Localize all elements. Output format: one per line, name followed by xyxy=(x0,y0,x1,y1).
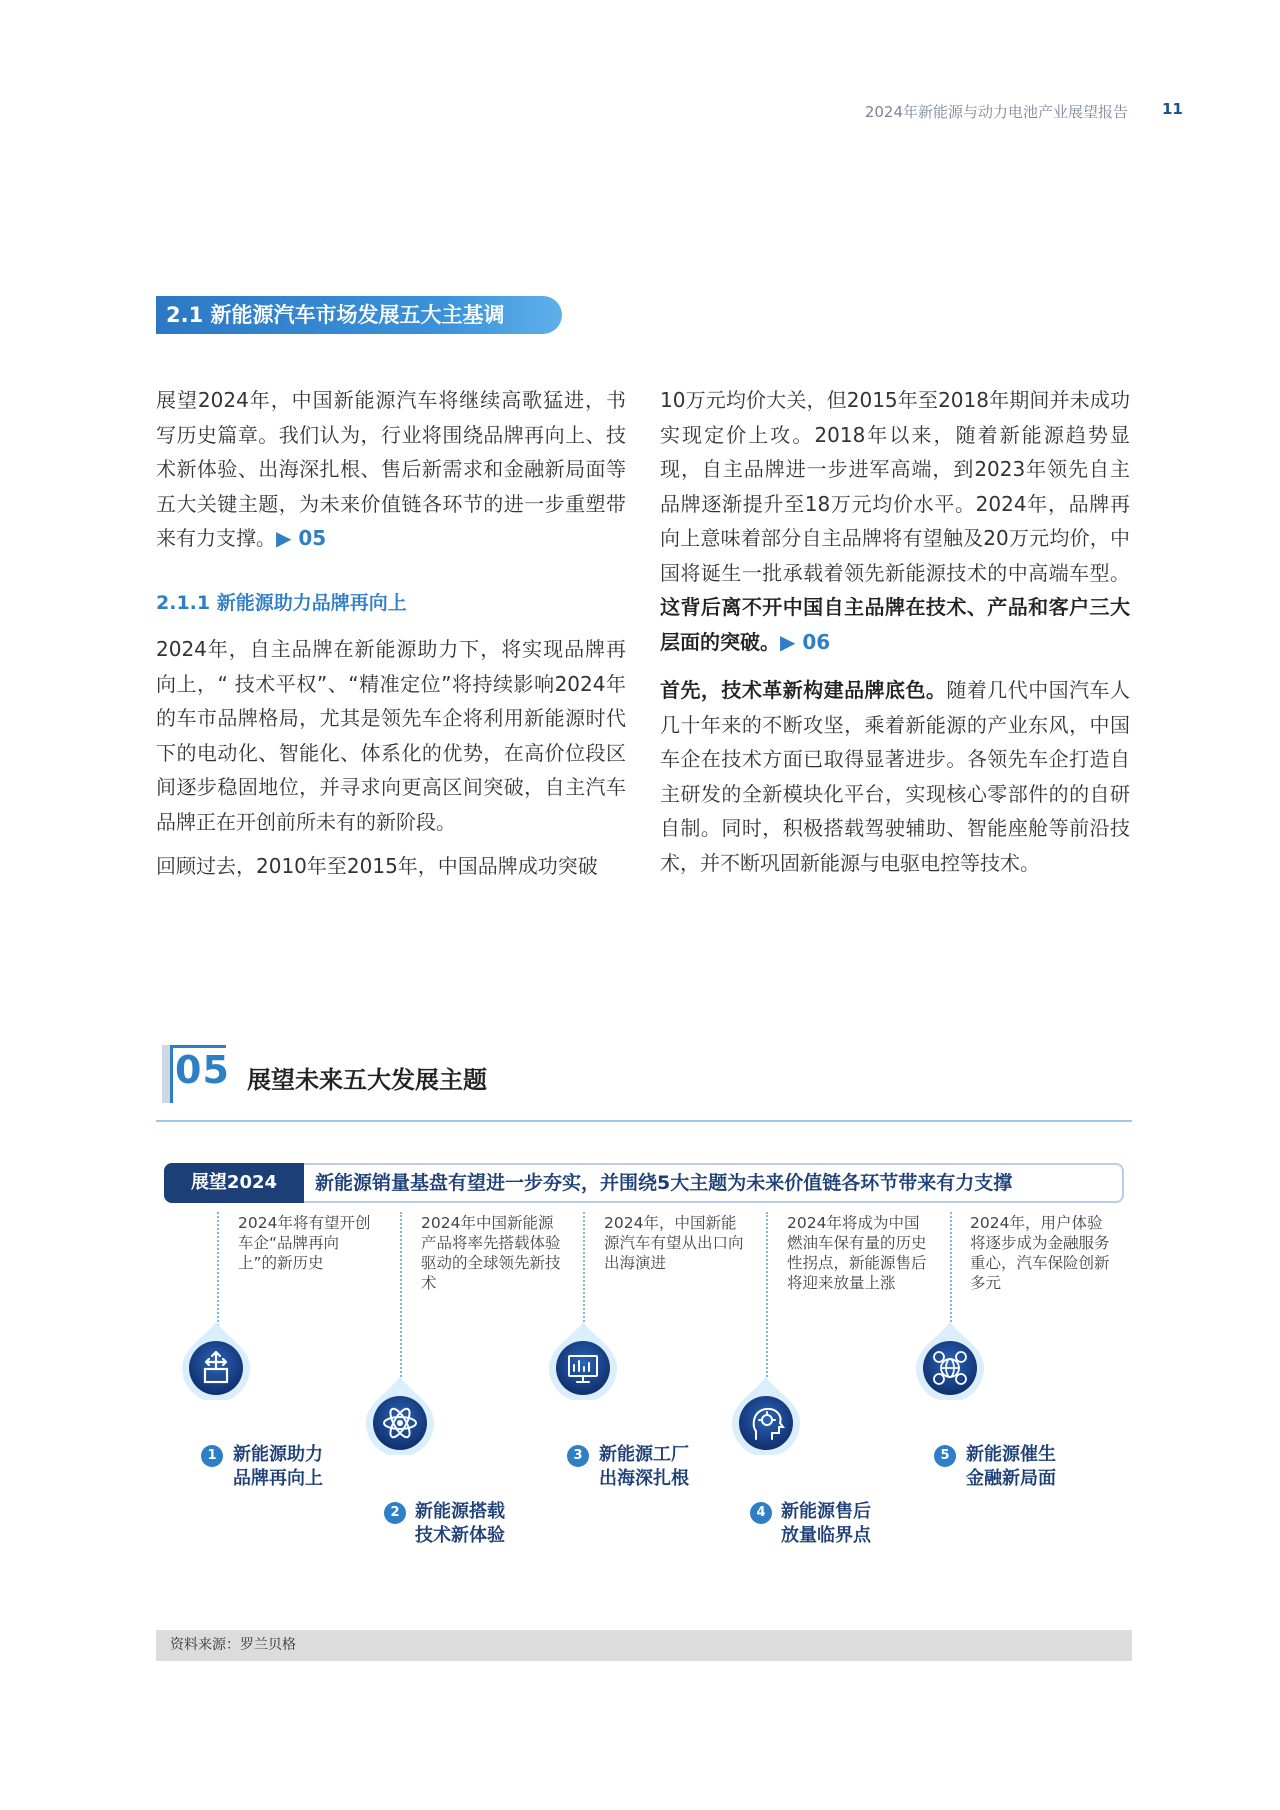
theme-3-description: 2024年，中国新能源汽车有望从出口向出海演进 xyxy=(604,1214,744,1272)
theme-3-label-line2: 出海深扎根 xyxy=(599,1468,689,1489)
theme-5-connector xyxy=(950,1212,952,1330)
figure-number: 05 xyxy=(175,1048,230,1092)
theme-5-label-line2: 金融新局面 xyxy=(966,1468,1056,1489)
theme-5-label xyxy=(966,1443,1056,1491)
theme-1-badge: 1 xyxy=(201,1445,223,1467)
figure-ref-05[interactable]: ▶ 05 xyxy=(276,526,327,550)
paragraph: 回顾过去，2010年至2015年，中国品牌成功突破 xyxy=(156,854,598,878)
theme-4-connector xyxy=(766,1212,768,1384)
paragraph-bold: 这背后离不开中国自主品牌在技术、产品和客户三大层面的突破。 xyxy=(660,595,1130,654)
atom-icon xyxy=(360,1375,440,1455)
paragraph-bold: 首先，技术革新构建品牌底色。 xyxy=(660,678,947,702)
theme-2-label-line2: 技术新体验 xyxy=(415,1525,505,1546)
banner-tag: 展望2024 xyxy=(164,1163,304,1203)
paragraph: 2024年，自主品牌在新能源助力下，将实现品牌再向上，“ 技术平权”、“精准定位”将持续影响2024年的车市品牌格局，尤其是领先车企将利用新能源时代下的电动化、智能化、体系化的优势，在高价位段区间逐步稳固地位，并寻求向更高区间突破，自主汽车品牌正在开创前所未有的新阶段。 xyxy=(156,637,626,834)
theme-2-description: 2024年中国新能源产品将率先搭载体验驱动的全球领先新技术 xyxy=(421,1214,561,1292)
factory-screen-icon xyxy=(543,1320,623,1400)
paragraph xyxy=(660,673,1130,880)
theme-3-label xyxy=(599,1443,689,1491)
subheading: 2.1.1 新能源助力品牌再向上 xyxy=(156,591,407,614)
source-note: 资料来源：罗兰贝格 xyxy=(156,1630,1132,1661)
theme-1-label-line1: 新能源助力 xyxy=(233,1444,323,1465)
figure-decor-frame xyxy=(170,1045,173,1103)
page-number: 11 xyxy=(1162,100,1183,118)
figure-title: 展望未来五大发展主题 xyxy=(247,1066,487,1094)
figure-ref-06[interactable]: ▶ 06 xyxy=(780,629,831,654)
theme-1-label xyxy=(233,1443,323,1491)
currency-globe-icon xyxy=(910,1320,990,1400)
theme-5-description: 2024年，用户体验将逐步成为金融服务重心，汽车保险创新多元 xyxy=(970,1214,1110,1292)
theme-4-label-line1: 新能源售后 xyxy=(781,1501,871,1522)
theme-3-label-line1: 新能源工厂 xyxy=(599,1444,689,1465)
theme-5-badge: 5 xyxy=(934,1445,956,1467)
figure-decor-bar xyxy=(162,1045,170,1103)
theme-3-connector xyxy=(583,1212,585,1330)
arrows-box-icon xyxy=(176,1320,256,1400)
theme-2-connector xyxy=(400,1212,402,1384)
paragraph-text: 随着几代中国汽车人几十年来的不断攻坚，乘着新能源的产业东风，中国车企在技术方面已取得显著进步。各领先车企打造自主研发的全新模块化平台，实现核心零部件的的自研自制。同时，积极搭载驾驶辅助、智能座舱等前沿技术，并不断巩固新能源与电驱电控等技术。 xyxy=(660,678,1131,875)
theme-3-badge: 3 xyxy=(567,1445,589,1467)
paragraph xyxy=(156,383,626,556)
section-title: 2.1 新能源汽车市场发展五大主基调 xyxy=(156,296,562,334)
theme-5-label-line1: 新能源催生 xyxy=(966,1444,1056,1465)
theme-4-label-line2: 放量临界点 xyxy=(781,1525,871,1546)
theme-1-connector xyxy=(217,1212,219,1330)
report-title: 2024年新能源与动力电池产业展望报告 xyxy=(864,103,1128,121)
right-column xyxy=(660,383,1130,890)
banner-text: 新能源销量基盘有望进一步夯实，并围绕5大主题为未来价值链各环节带来有力支撑 xyxy=(315,1172,1013,1194)
theme-2-label xyxy=(415,1500,505,1548)
ai-head-icon xyxy=(726,1375,806,1455)
theme-1-label-line2: 品牌再向上 xyxy=(233,1468,323,1489)
paragraph-text: 展望2024年，中国新能源汽车将继续高歌猛进，书写历史篇章。我们认为，行业将围绕品牌再向上、技术新体验、出海深扎根、售后新需求和金融新局面等五大关键主题，为未来价值链各环节的进一步重塑带来有力支撑。 xyxy=(156,388,626,550)
theme-2-label-line1: 新能源搭载 xyxy=(415,1501,505,1522)
theme-4-badge: 4 xyxy=(750,1502,772,1524)
theme-4-label xyxy=(781,1500,871,1548)
paragraph-text: 10万元均价大关，但2015年至2018年期间并未成功实现定价上攻。2018年以来，随着新能源趋势显现，自主品牌进一步进军高端，到2023年领先自主品牌逐渐提升至18万元均价水平。2024年，品牌再向上意味着部分自主品牌将有望触及20万元均价，中国将诞生一批承载着领先新能源技术的中高端车型。 xyxy=(660,388,1130,585)
left-column xyxy=(156,383,626,894)
theme-4-description: 2024年将成为中国燃油车保有量的历史性拐点，新能源售后将迎来放量上涨 xyxy=(787,1214,927,1292)
paragraph xyxy=(660,383,1130,659)
theme-2-badge: 2 xyxy=(384,1502,406,1524)
figure-divider xyxy=(156,1120,1132,1122)
theme-1-description: 2024年将有望开创车企“品牌再向上”的新历史 xyxy=(238,1214,371,1272)
